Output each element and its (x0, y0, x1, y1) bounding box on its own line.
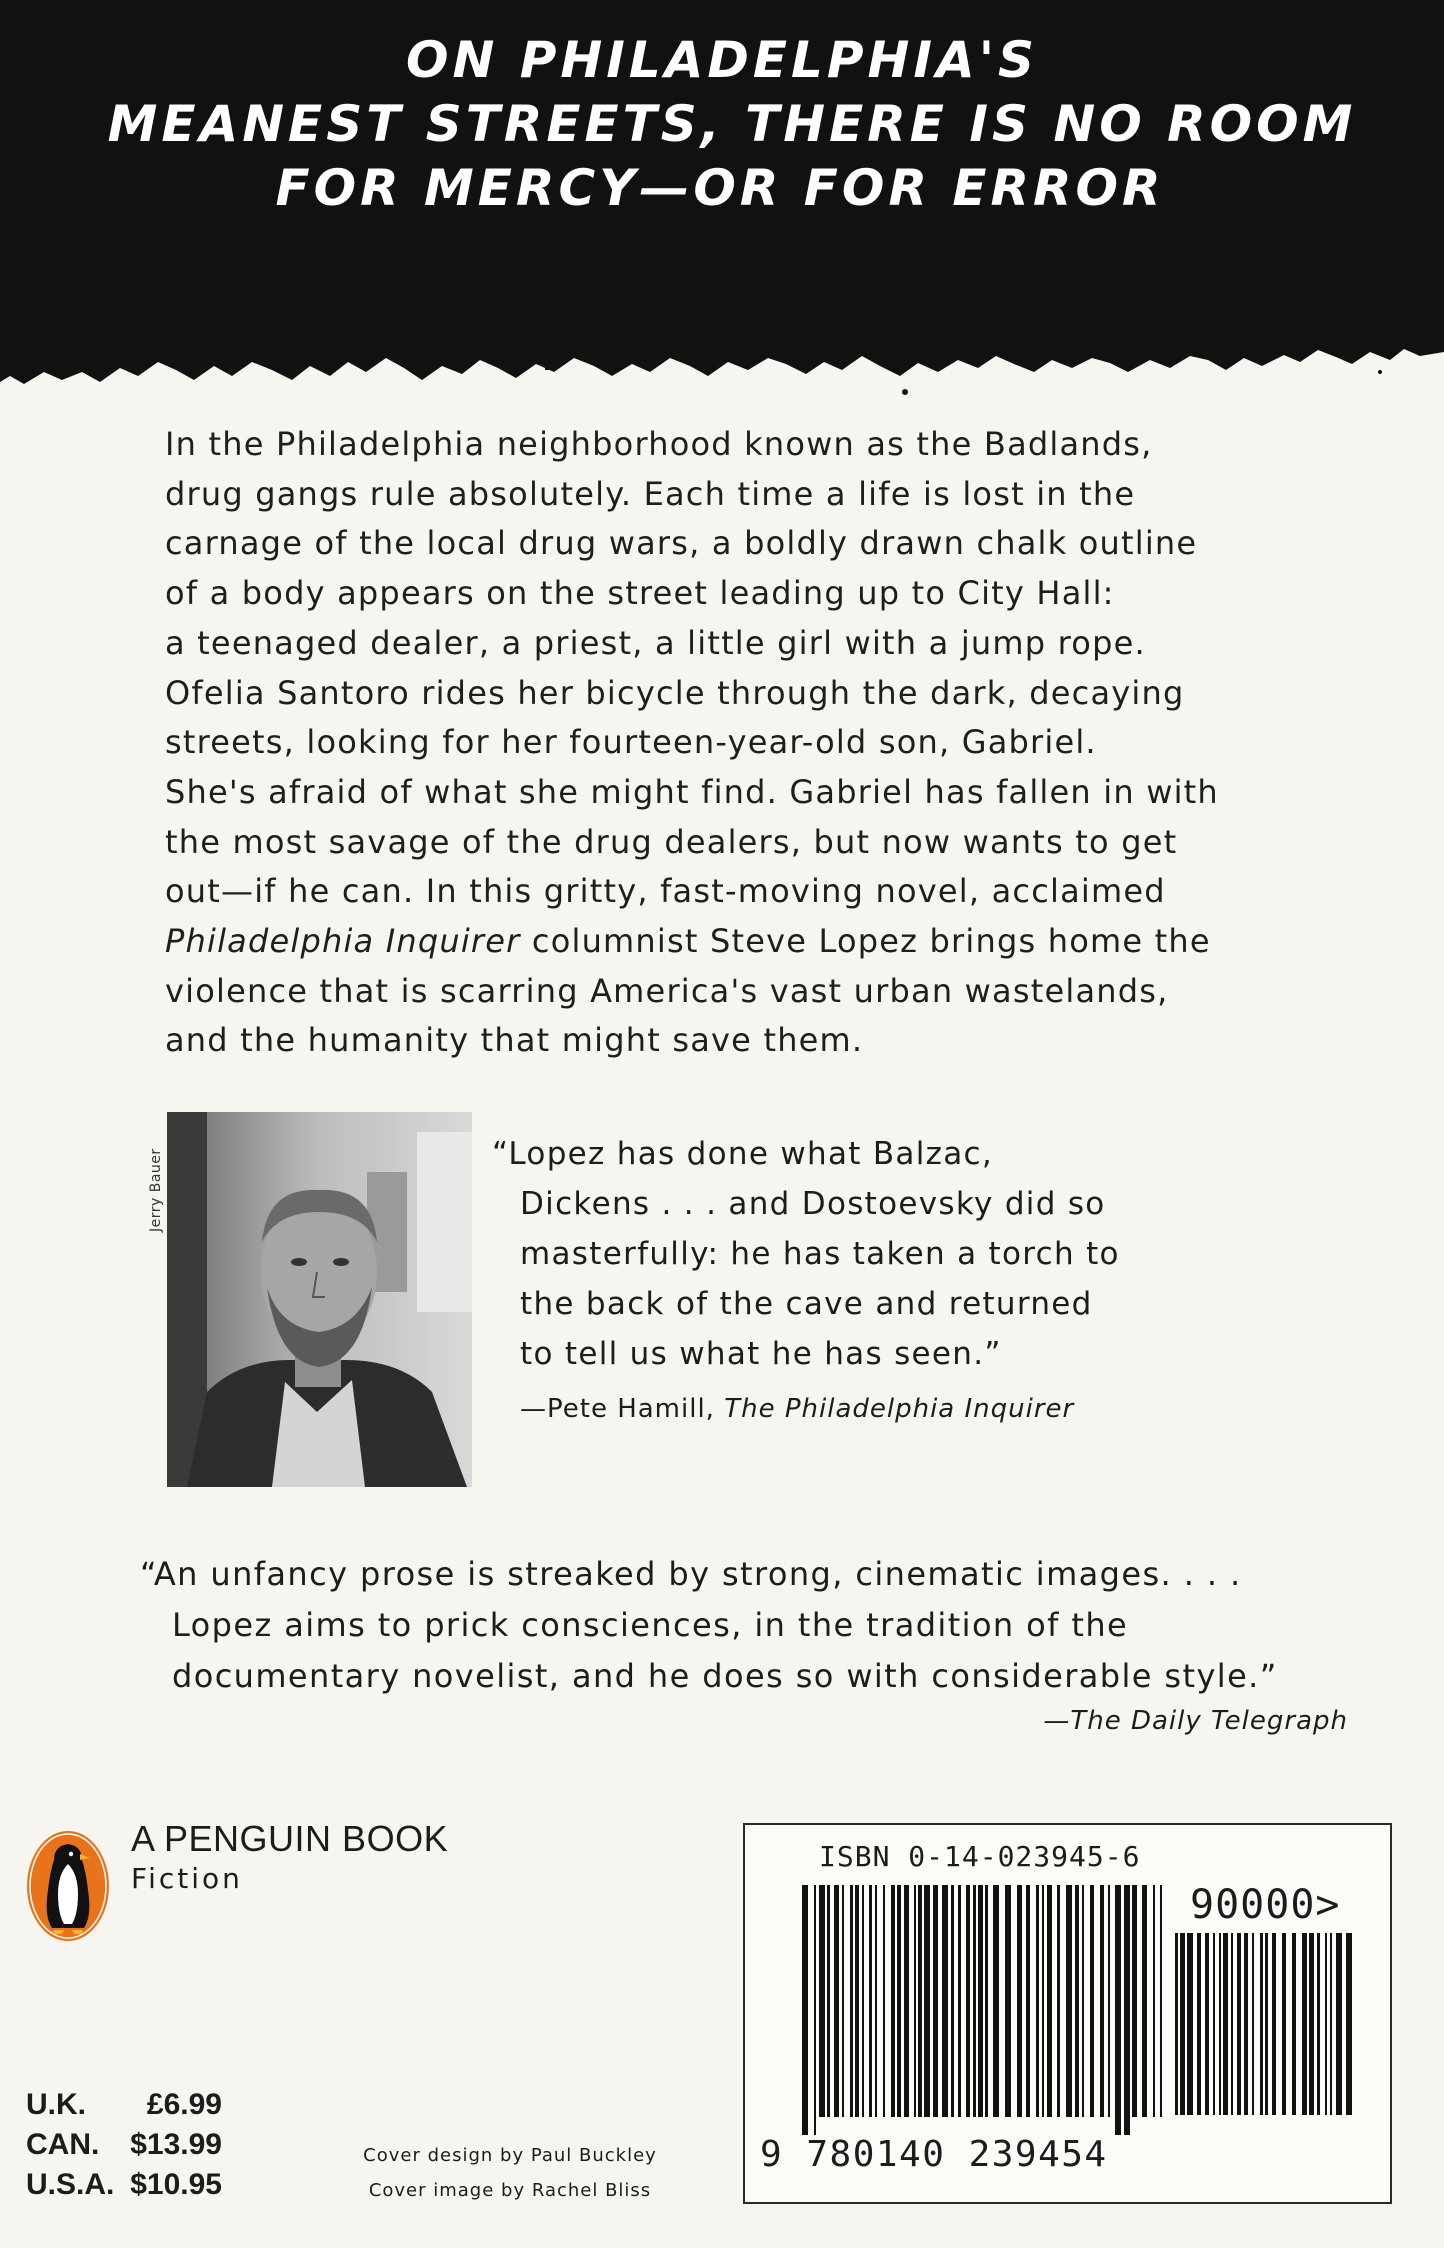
blurb-line: drug gangs rule absolutely. Each time a life is lost in the (165, 474, 1136, 513)
genre-label: Fiction (131, 1862, 243, 1895)
barcode-bar (1317, 1933, 1320, 2115)
barcode-bar (1252, 1933, 1254, 2115)
barcode-bar (1336, 1933, 1342, 2115)
barcode-bar (951, 1885, 954, 2117)
blurb-line: violence that is scarring America's vast urban wastelands, (165, 971, 1169, 1010)
barcode-bar (834, 1885, 839, 2117)
headline-line-3: FOR MERCY—OR FOR ERROR (275, 159, 1165, 217)
barcode-bar (1292, 1933, 1296, 2115)
ean-barcode (802, 1885, 1172, 2135)
barcode-bar (1153, 1885, 1155, 2117)
blurb-line: She's afraid of what she might find. Gabriel has fallen in with (165, 772, 1219, 811)
author-photo (167, 1112, 472, 1487)
blurb-line: In the Philadelphia neighborhood known as the Badlands, (165, 425, 1153, 463)
barcode-bar (1047, 1885, 1052, 2117)
barcode-bar (1175, 1933, 1178, 2115)
barcode-bar (1260, 1933, 1263, 2115)
barcode-bar (875, 1885, 877, 2117)
headline-line-2: MEANEST STREETS, THERE IS NO ROOM (107, 95, 1357, 153)
blurb-line: carnage of the local drug wars, a boldly drawn chalk outline (165, 524, 1198, 563)
barcode-bar (924, 1885, 930, 2117)
ean-digits: 9 780140 239454 (760, 2134, 1108, 2175)
quote-2-attribution: —The Daily Telegraph (1043, 1706, 1348, 1736)
barcode-bar (1132, 1885, 1137, 2117)
barcode-bar (958, 1885, 961, 2117)
barcode-bar (1309, 1933, 1314, 2115)
barcode-bar (1282, 1933, 1286, 2115)
cover-image-credit: Cover image by Rachel Bliss (368, 2180, 652, 2201)
barcode-bar (1197, 1933, 1201, 2115)
barcode-bar (1205, 1933, 1209, 2115)
barcode-bar (869, 1885, 872, 2117)
reviewer-name: —Pete Hamill, (520, 1394, 725, 1424)
quote-line: masterfully: he has taken a torch to (520, 1236, 1120, 1272)
barcode-bar (1026, 1885, 1030, 2117)
barcode-bar (933, 1885, 938, 2117)
barcode-bar (802, 1885, 808, 2135)
barcode-bar (1302, 1933, 1307, 2115)
barcode-bar (1108, 1885, 1110, 2117)
barcode-bar (904, 1885, 909, 2117)
barcode-bar (1265, 1933, 1268, 2115)
barcode-bar (973, 1885, 976, 2117)
blurb-line: a teenaged dealer, a priest, a little girl with a jump rope. (165, 623, 1146, 662)
quote-1-attribution (520, 1394, 1074, 1424)
barcode-bar (891, 1885, 895, 2117)
quote-line: Dickens . . . and Dostoevsky did so (520, 1186, 1106, 1222)
price-value: £6.99 (146, 2088, 222, 2121)
cover-design-credit: Cover design by Paul Buckley (363, 2145, 657, 2166)
review-source: The Philadelphia Inquirer (724, 1394, 1075, 1424)
barcode-bar (850, 1885, 853, 2117)
quote-line: to tell us what he has seen.” (520, 1336, 1002, 1372)
barcode-bar (1017, 1885, 1022, 2117)
barcode-bar (978, 1885, 983, 2117)
penguin-logo-icon (26, 1830, 110, 1942)
barcode-bar (1219, 1933, 1221, 2115)
publisher-name: A PENGUIN BOOK (131, 1818, 449, 1859)
addon-barcode (1175, 1933, 1353, 2133)
barcode-bar (942, 1885, 948, 2117)
price-region: U.K. (26, 2088, 86, 2121)
barcode-bar (1160, 1885, 1162, 2117)
photo-credit: Jerry Bauer (148, 1148, 164, 1232)
barcode-bar (1124, 1885, 1130, 2135)
barcode-bar (1005, 1885, 1011, 2117)
barcode-bar (814, 1885, 816, 2135)
quote-line: documentary novelist, and he does so with considerable style.” (172, 1657, 1278, 1695)
barcode-bar (1115, 1885, 1121, 2135)
barcode-bar (985, 1885, 988, 2117)
price-row (26, 2125, 222, 2165)
quote-line: “Lopez has done what Balzac, (492, 1136, 993, 1172)
barcode-bar (1223, 1933, 1228, 2115)
review-quote-2 (140, 1549, 1400, 1702)
blurb-line: and the humanity that might save them. (165, 1021, 864, 1060)
barcode-bar (842, 1885, 844, 2117)
barcode-bar (1042, 1885, 1044, 2117)
barcode-bar (1100, 1885, 1104, 2117)
price-value: $13.99 (130, 2128, 222, 2161)
headline (0, 28, 1444, 220)
headline-line-1: ON PHILADELPHIA'S (405, 31, 1039, 89)
barcode-bar (966, 1885, 970, 2117)
price-row (26, 2085, 222, 2125)
barcode-bar (1231, 1933, 1233, 2115)
book-blurb (165, 420, 1325, 1066)
blurb-line (165, 917, 1325, 967)
blurb-line: of a body appears on the street leading up to City Hall: (165, 574, 1115, 613)
barcode-bar (883, 1885, 885, 2117)
barcode-bar (1330, 1933, 1332, 2115)
barcode-bar (1346, 1933, 1352, 2115)
review-quote-1 (492, 1129, 1252, 1379)
blurb-line: the most savage of the drug dealers, but now wants to get (165, 822, 1178, 861)
header-band (0, 0, 1444, 420)
barcode-bar (1142, 1885, 1147, 2117)
blurb-line: Ofelia Santoro rides her bicycle through the dark, decaying (165, 673, 1185, 712)
barcode-bar (897, 1885, 901, 2117)
quote-line: Lopez aims to prick consciences, in the tradition of the (172, 1606, 1129, 1644)
barcode-bar (1075, 1885, 1079, 2117)
barcode-bar (1244, 1933, 1248, 2115)
quote-line: “An unfancy prose is streaked by strong, cinematic images. . . . (140, 1555, 1242, 1593)
barcode-bar (1057, 1885, 1060, 2117)
barcode-bar (1090, 1885, 1094, 2117)
price-list (26, 2085, 222, 2205)
barcode-bar (1325, 1933, 1327, 2115)
price-value: $10.95 (130, 2168, 222, 2201)
newspaper-title: Philadelphia Inquirer (165, 922, 521, 961)
barcode-bar (918, 1885, 922, 2117)
price-row (26, 2165, 222, 2205)
barcode-bar (914, 1885, 916, 2117)
barcode-bar (1237, 1933, 1241, 2115)
barcode-bar (1272, 1933, 1276, 2115)
barcode-bar (1066, 1885, 1072, 2117)
barcode-bar (1036, 1885, 1039, 2117)
quote-line: the back of the cave and returned (520, 1286, 1093, 1322)
barcode-bar (1213, 1933, 1215, 2115)
barcode-price-code: 90000> (1190, 1882, 1341, 1928)
price-region: CAN. (26, 2128, 100, 2161)
isbn-number: ISBN 0-14-023945-6 (819, 1840, 1141, 1873)
barcode-bar (1082, 1885, 1084, 2117)
barcode-bar (827, 1885, 830, 2117)
blurb-line: out—if he can. In this gritty, fast-moving novel, acclaimed (165, 872, 1166, 911)
barcode-bar (993, 1885, 999, 2117)
barcode-bar (1187, 1933, 1193, 2115)
barcode-bar (862, 1885, 864, 2117)
blurb-line: streets, looking for her fourteen-year-old son, Gabriel. (165, 723, 1097, 762)
barcode-bar (819, 1885, 825, 2117)
barcode-bar (1180, 1933, 1185, 2115)
cover-credits (330, 2138, 690, 2208)
blurb-line-rest: columnist Steve Lopez brings home the (520, 922, 1211, 961)
price-region: U.S.A. (26, 2168, 115, 2201)
barcode-bar (855, 1885, 859, 2117)
